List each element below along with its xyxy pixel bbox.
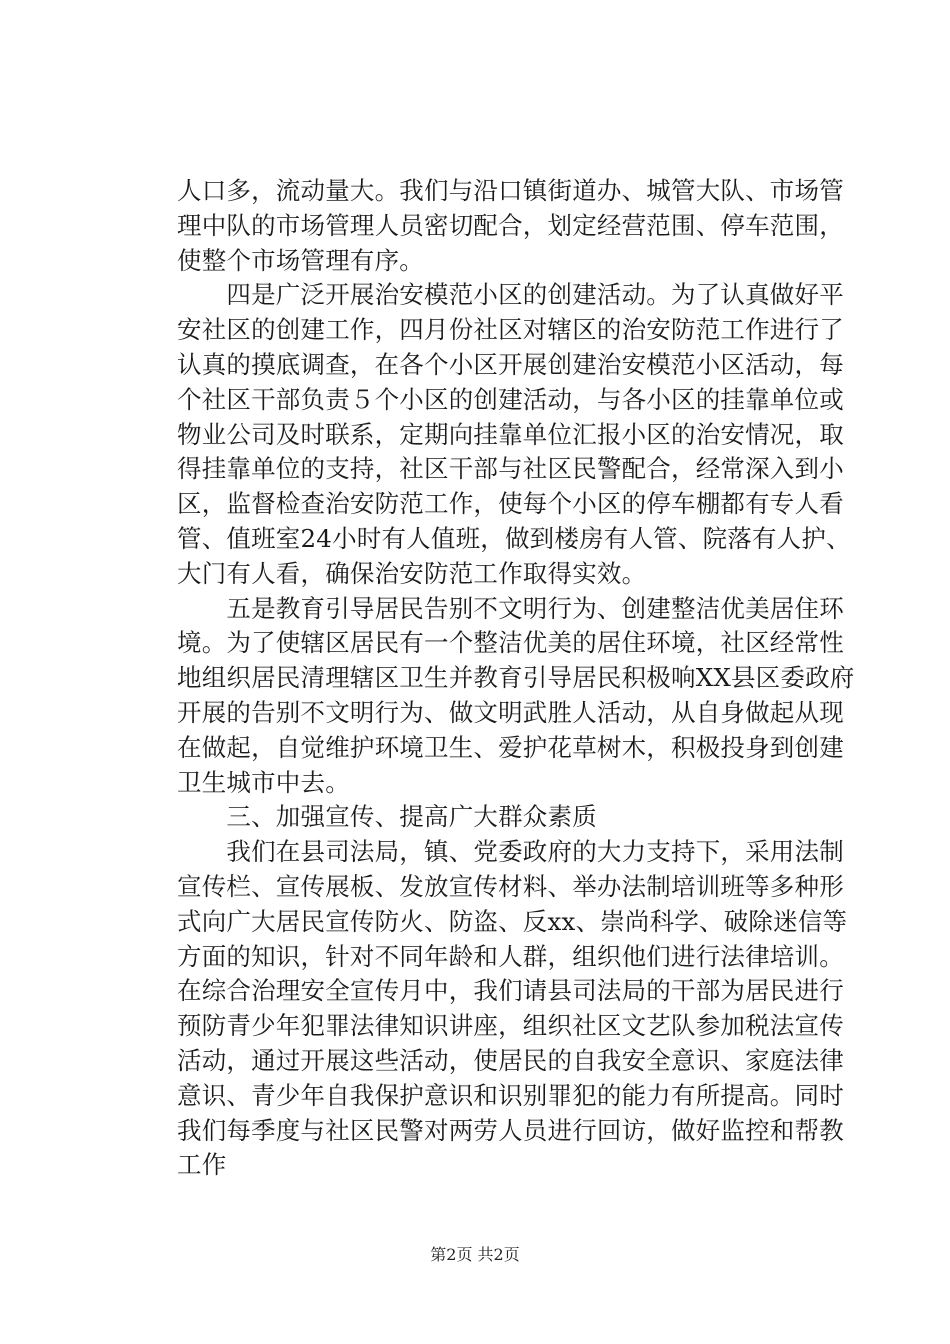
text-line: 五是教育引导居民告别不文明行为、创建整洁优美居住环 <box>177 593 844 623</box>
text-line: 我们每季度与社区民警对两劳人员进行回访，做好监控和帮教 <box>177 1115 844 1145</box>
text-line: 物业公司及时联系，定期向挂靠单位汇报小区的治安情况，取 <box>177 419 844 449</box>
text-line: 人口多，流动量大。我们与沿口镇街道办、城管大队、市场管 <box>177 176 844 205</box>
text-line: 意识、青少年自我保护意识和识别罪犯的能力有所提高。同时 <box>177 1080 844 1110</box>
text-line: 安社区的创建工作，四月份社区对辖区的治安防范工作进行了 <box>177 315 844 345</box>
text-line: 个社区干部负责５个小区的创建活动，与各小区的挂靠单位或 <box>177 384 844 414</box>
text-line: 方面的知识，针对不同年龄和人群，组织他们进行法律培训。 <box>177 941 844 971</box>
text-line: 式向广大居民宣传防火、防盗、反xx、崇尚科学、破除迷信等 <box>177 906 848 936</box>
text-line: 理中队的市场管理人员密切配合，划定经营范围、停车范围， <box>177 210 844 240</box>
text-line: 在综合治理安全宣传月中，我们请县司法局的干部为居民进行 <box>177 976 844 1006</box>
text-line: 开展的告别不文明行为、做文明武胜人活动，从自身做起从现 <box>177 697 844 727</box>
text-line: 工作 <box>177 1150 227 1180</box>
section-heading: 三、加强宣传、提高广大群众素质 <box>177 802 597 832</box>
text-line: 我们在县司法局，镇、党委政府的大力支持下，采用法制 <box>177 837 844 867</box>
paragraph-legal-publicity <box>177 835 848 1183</box>
text-line: 认真的摸底调查，在各个小区开展创建治安模范小区活动，每 <box>177 349 844 379</box>
text-line: 四是广泛开展治安模范小区的创建活动。为了认真做好平 <box>177 280 844 310</box>
paragraph-safety-model-community <box>177 278 851 591</box>
paragraph-civilized-behavior <box>177 592 855 801</box>
text-line: 管、值班室24小时有人值班，做到楼房有人管、院落有人护、 <box>177 523 851 553</box>
text-line: 大门有人看，确保治安防范工作取得实效。 <box>177 558 647 588</box>
document-body <box>177 174 855 1183</box>
text-line: 宣传栏、宣传展板、发放宣传材料、举办法制培训班等多种形 <box>177 871 844 901</box>
text-line: 卫生城市中去。 <box>177 767 350 797</box>
section-heading-publicity <box>177 800 777 835</box>
text-line: 境。为了使辖区居民有一个整洁优美的居住环境，社区经常性 <box>177 628 844 658</box>
paragraph-market-management <box>177 174 844 278</box>
text-line: 活动，通过开展这些活动，使居民的自我安全意识、家庭法律 <box>177 1045 844 1075</box>
text-line: 在做起，自觉维护环境卫生、爱护花草树木，积极投身到创建 <box>177 732 844 762</box>
text-line: 预防青少年犯罪法律知识讲座，组织社区文艺队参加税法宣传 <box>177 1011 844 1041</box>
text-line: 地组织居民清理辖区卫生并教育引导居民积极响XX县区委政府 <box>177 663 855 693</box>
text-line: 区，监督检查治安防范工作，使每个小区的停车棚都有专人看 <box>177 489 844 519</box>
text-line: 得挂靠单位的支持，社区干部与社区民警配合，经常深入到小 <box>177 454 844 484</box>
page-number-footer: 第2页 共2页 <box>430 1245 520 1264</box>
text-line: 使整个市场管理有序。 <box>177 245 424 275</box>
